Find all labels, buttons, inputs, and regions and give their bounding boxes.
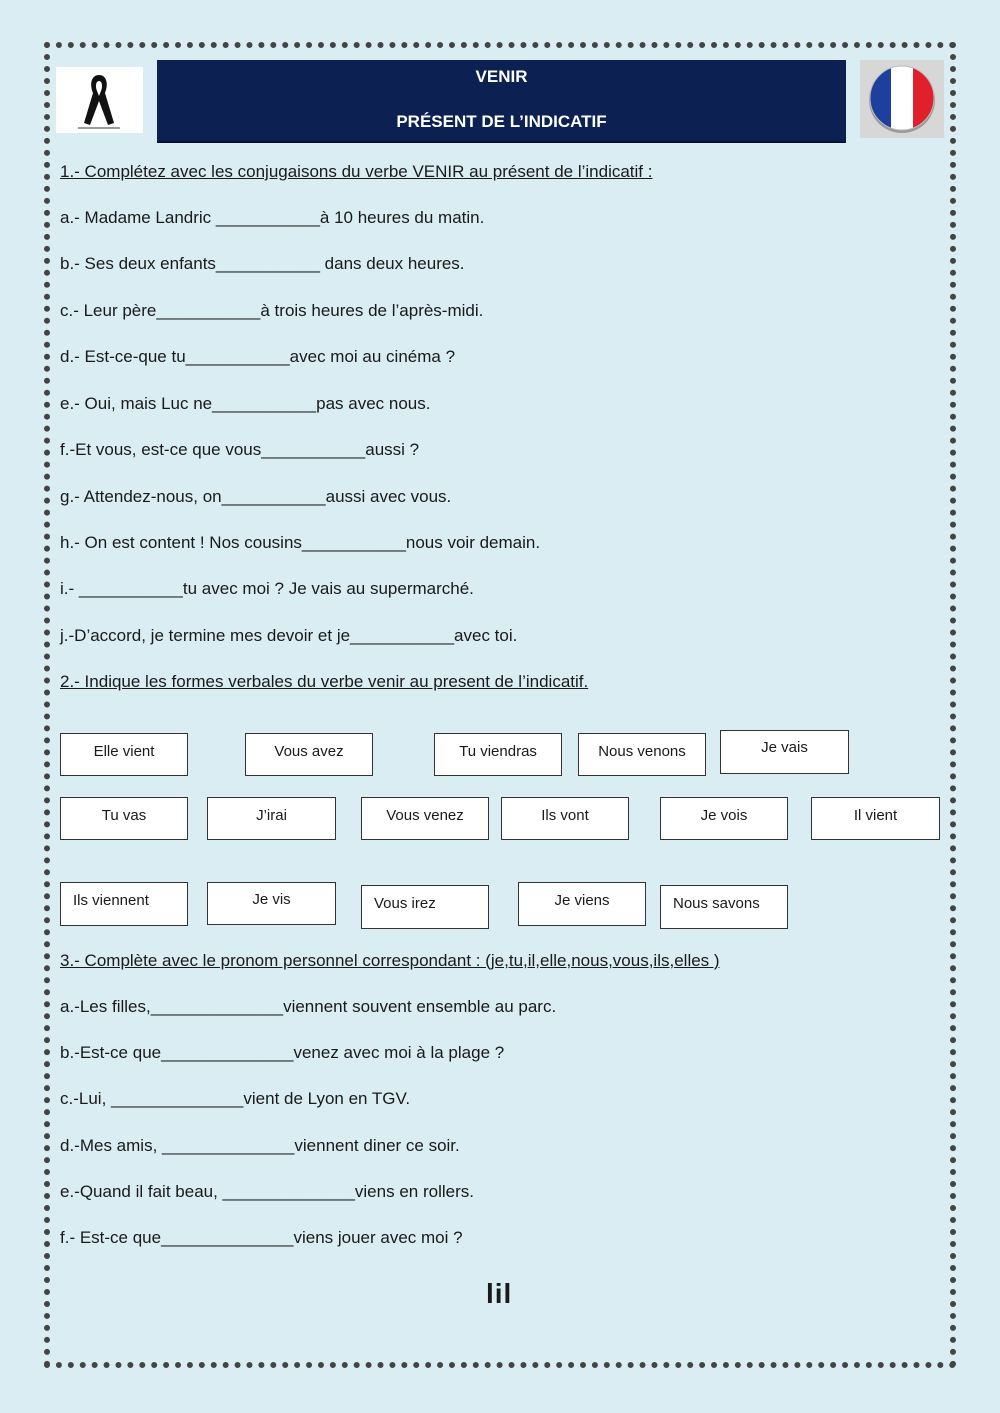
- verb-option-box[interactable]: Je vais: [720, 730, 849, 774]
- exercise-1-item-g: g.- Attendez-nous, on___________aussi avec vous.: [60, 487, 452, 506]
- exercise-1-item-h: h.- On est content ! Nos cousins___________nous voir demain.: [60, 533, 541, 552]
- exercise-1-item-b: b.- Ses deux enfants___________ dans deux heures.: [60, 254, 465, 273]
- verb-option-box[interactable]: Nous savons: [660, 885, 788, 929]
- page-subtitle: PRÉSENT DE L’INDICATIF: [396, 112, 607, 131]
- verb-option-box[interactable]: J’irai: [207, 797, 336, 840]
- verb-option-box[interactable]: Ils viennent: [60, 882, 188, 926]
- page-title: VENIR: [475, 67, 528, 86]
- verb-option-box[interactable]: Je vois: [660, 797, 788, 840]
- exercise-3-item-c: c.-Lui, ______________vient de Lyon en TGV.: [60, 1089, 411, 1108]
- verb-option-box[interactable]: Vous venez: [361, 797, 489, 840]
- french-flag-circle-icon: [860, 60, 944, 138]
- exercise-1-heading: 1.- Complétez avec les conjugaisons du verbe VENIR au présent de l’indicatif :: [60, 162, 653, 181]
- verb-option-box[interactable]: Je vis: [207, 882, 336, 925]
- verb-option-box[interactable]: Elle vient: [60, 733, 188, 776]
- verb-option-box[interactable]: Vous avez: [245, 733, 373, 776]
- exercise-1-item-a: a.- Madame Landric ___________à 10 heures du matin.: [60, 208, 485, 227]
- exercise-3-item-d: d.-Mes amis, ______________viennent diner ce soir.: [60, 1136, 460, 1155]
- exercise-2-heading: 2.- Indique les formes verbales du verbe venir au present de l’indicatif.: [60, 672, 589, 691]
- exercise-3-item-a: a.-Les filles,______________viennent souvent ensemble au parc.: [60, 997, 557, 1016]
- exercise-1-item-f: f.-Et vous, est-ce que vous___________aussi ?: [60, 440, 420, 459]
- page-border: [44, 42, 956, 1368]
- verb-option-box[interactable]: Tu viendras: [434, 733, 562, 776]
- exercise-3-item-b: b.-Est-ce que______________venez avec moi à la plage ?: [60, 1043, 505, 1062]
- verb-option-box[interactable]: Nous venons: [578, 733, 706, 776]
- verb-option-box[interactable]: Tu vas: [60, 797, 188, 840]
- exercise-3-item-f: f.- Est-ce que______________viens jouer avec moi ?: [60, 1228, 463, 1247]
- verb-option-box[interactable]: Ils vont: [501, 797, 629, 840]
- exercise-1-item-j: j.-D’accord, je termine mes devoir et je___________avec toi.: [60, 626, 518, 645]
- title-banner: [157, 60, 846, 143]
- exercise-3-heading: 3.- Complète avec le pronom personnel correspondant : (je,tu,il,elle,nous,vous,ils,elles ): [60, 951, 720, 970]
- black-ribbon-icon: [56, 67, 143, 133]
- verb-option-box[interactable]: Je viens: [518, 882, 646, 926]
- exercise-1-item-e: e.- Oui, mais Luc ne___________pas avec nous.: [60, 394, 431, 413]
- verb-option-box[interactable]: Il vient: [811, 797, 940, 840]
- exercise-1-item-d: d.- Est-ce-que tu___________avec moi au cinéma ?: [60, 347, 456, 366]
- exercise-1-item-c: c.- Leur père___________à trois heures de l’après-midi.: [60, 301, 484, 320]
- footer-logo-mark: lil: [486, 1278, 513, 1309]
- exercise-3-item-e: e.-Quand il fait beau, ______________viens en rollers.: [60, 1182, 474, 1201]
- verb-option-box[interactable]: Vous irez: [361, 885, 489, 929]
- exercise-1-item-i: i.- ___________tu avec moi ? Je vais au supermarché.: [60, 579, 474, 598]
